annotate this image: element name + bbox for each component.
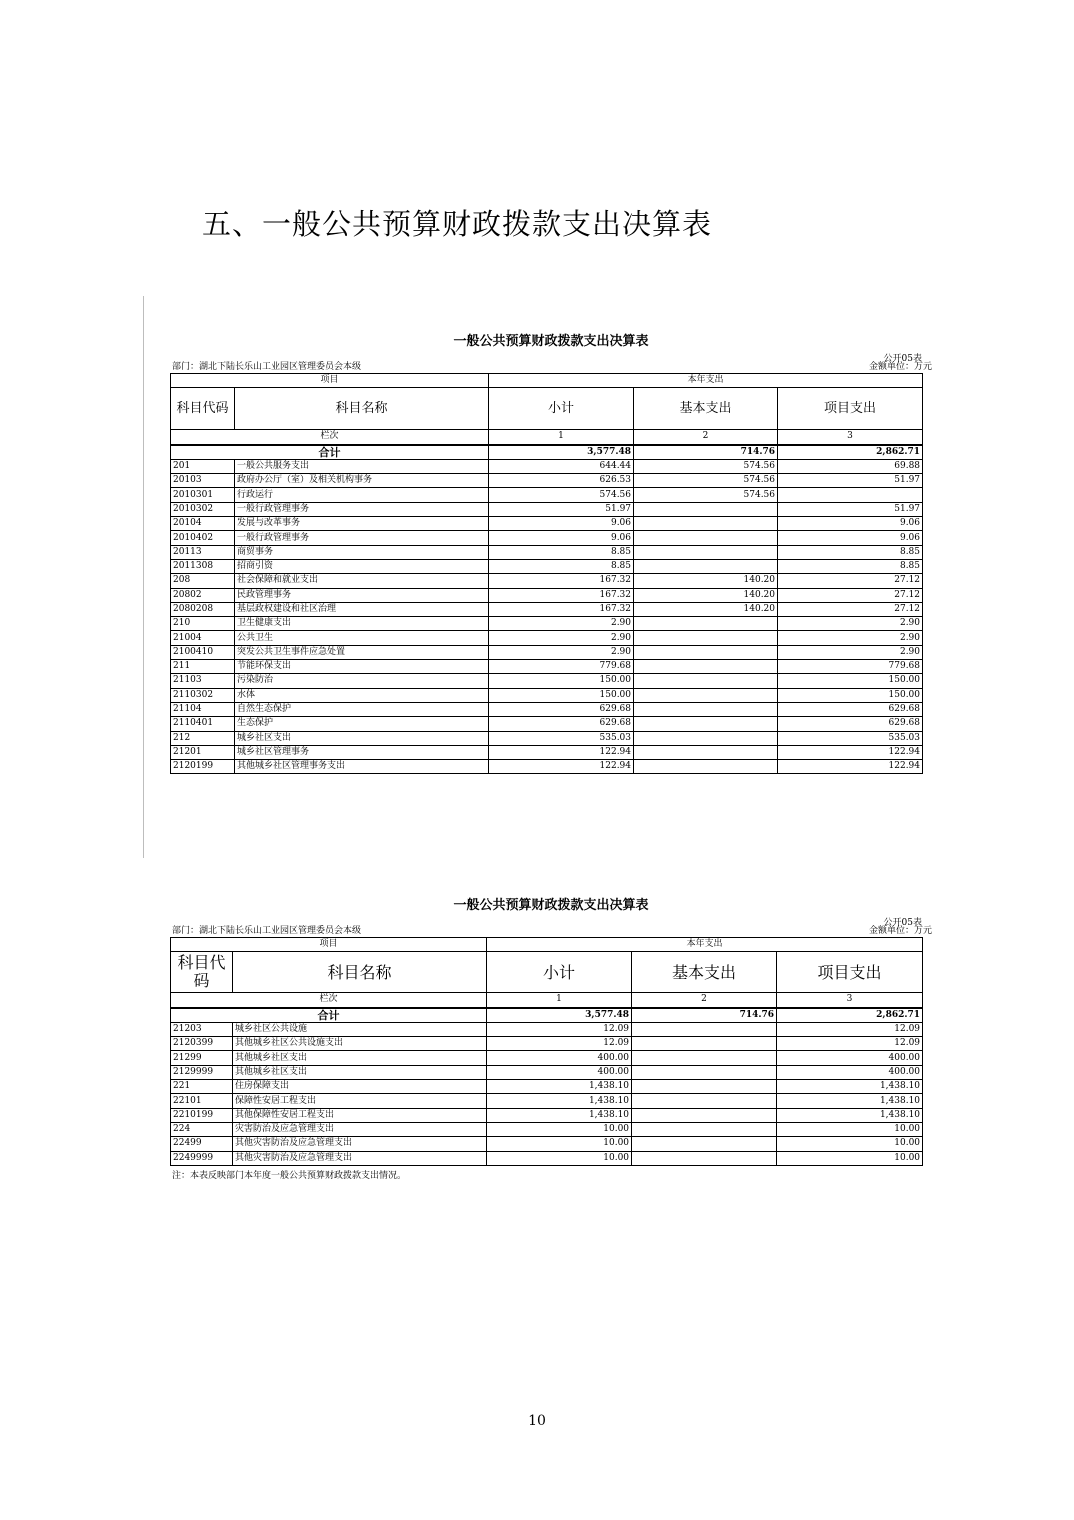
row-basic [634, 717, 778, 731]
header-current-year: 本年支出 [487, 938, 923, 952]
row-name: 城乡社区管理事务 [235, 745, 489, 759]
header-subtotal: 小计 [489, 388, 634, 430]
table-row [171, 717, 923, 731]
table-row [171, 631, 923, 645]
header-project-expenditure: 项目支出 [778, 388, 923, 430]
table-row [171, 1122, 923, 1136]
row-basic [634, 559, 778, 573]
row-subtotal: 2.90 [489, 645, 634, 659]
row-subtotal: 51.97 [489, 502, 634, 516]
row-project: 122.94 [778, 760, 923, 774]
row-subtotal: 167.32 [489, 574, 634, 588]
table-row [171, 488, 923, 502]
row-project [778, 488, 923, 502]
row-name: 其他城乡社区支出 [233, 1051, 487, 1065]
header-current-year: 本年支出 [489, 374, 923, 388]
row-name: 自然生态保护 [235, 702, 489, 716]
row-project: 10.00 [777, 1137, 923, 1151]
row-subtotal: 8.85 [489, 545, 634, 559]
row-subtotal: 10.00 [487, 1137, 632, 1151]
page-heading: 五、一般公共预算财政拨款支出决算表 [202, 207, 713, 241]
row-basic [634, 645, 778, 659]
row-basic [632, 1022, 777, 1036]
unit-label: 金额单位：万元 [868, 362, 932, 372]
row-basic [632, 1122, 777, 1136]
row-basic [632, 1151, 777, 1165]
row-basic [634, 760, 778, 774]
col-index-2: 2 [632, 993, 777, 1008]
table-row [171, 645, 923, 659]
row-subtotal: 9.06 [489, 531, 634, 545]
row-code: 224 [171, 1122, 233, 1136]
row-code: 2080208 [171, 602, 235, 616]
row-subtotal: 10.00 [487, 1122, 632, 1136]
col-index-1: 1 [487, 993, 632, 1008]
form-code: 公开05表 [883, 918, 922, 928]
table-row [171, 1065, 923, 1079]
margin-line [143, 296, 144, 858]
row-code: 201 [171, 459, 235, 473]
row-basic [632, 1108, 777, 1122]
row-project: 2.90 [778, 645, 923, 659]
header-name: 科目名称 [233, 952, 487, 993]
row-basic [634, 617, 778, 631]
row-name: 保障性安居工程支出 [233, 1094, 487, 1108]
row-project: 69.88 [778, 459, 923, 473]
row-subtotal: 167.32 [489, 602, 634, 616]
table-row [171, 474, 923, 488]
row-name: 节能环保支出 [235, 660, 489, 674]
table-row [171, 1108, 923, 1122]
row-code: 2110401 [171, 717, 235, 731]
header-code: 科目代码 [171, 952, 233, 993]
row-project: 27.12 [778, 588, 923, 602]
total-project: 2,862.71 [777, 1008, 923, 1023]
table-row [171, 745, 923, 759]
row-name: 招商引资 [235, 559, 489, 573]
row-name: 其他灾害防治及应急管理支出 [233, 1151, 487, 1165]
row-code: 2010302 [171, 502, 235, 516]
row-code: 21299 [171, 1051, 233, 1065]
expenditure-table-block-2 [170, 894, 932, 1181]
row-code: 22499 [171, 1137, 233, 1151]
row-project: 629.68 [778, 717, 923, 731]
row-subtotal: 12.09 [487, 1022, 632, 1036]
page-number: 10 [528, 1413, 546, 1429]
row-basic: 140.20 [634, 602, 778, 616]
form-code: 公开05表 [883, 354, 922, 364]
row-code: 221 [171, 1080, 233, 1094]
row-project: 2.90 [778, 631, 923, 645]
total-label: 合计 [171, 1008, 487, 1023]
table-row [171, 574, 923, 588]
row-code: 2011308 [171, 559, 235, 573]
row-basic [634, 688, 778, 702]
row-subtotal: 629.68 [489, 702, 634, 716]
table-row [171, 660, 923, 674]
row-subtotal: 2.90 [489, 631, 634, 645]
row-code: 2120399 [171, 1037, 233, 1051]
row-subtotal: 626.53 [489, 474, 634, 488]
row-subtotal: 8.85 [489, 559, 634, 573]
row-code: 20802 [171, 588, 235, 602]
row-basic [634, 745, 778, 759]
row-code: 2110302 [171, 688, 235, 702]
table-row [171, 1151, 923, 1165]
table-row [171, 545, 923, 559]
table-row [171, 1037, 923, 1051]
row-basic [634, 674, 778, 688]
row-name: 社会保障和就业支出 [235, 574, 489, 588]
row-basic: 574.56 [634, 488, 778, 502]
row-project: 51.97 [778, 474, 923, 488]
row-project: 400.00 [777, 1051, 923, 1065]
col-index-2: 2 [634, 430, 778, 445]
row-code: 2249999 [171, 1151, 233, 1165]
row-name: 发展与改革事务 [235, 517, 489, 531]
header-basic: 基本支出 [634, 388, 778, 430]
row-basic [634, 517, 778, 531]
row-name: 突发公共卫生事件应急处置 [235, 645, 489, 659]
row-code: 22101 [171, 1094, 233, 1108]
row-basic [634, 502, 778, 516]
col-index-1: 1 [489, 430, 634, 445]
unit-label: 金额单位：万元 [868, 926, 932, 936]
table-row [171, 1094, 923, 1108]
row-basic [634, 545, 778, 559]
table-row [171, 1137, 923, 1151]
row-code: 20103 [171, 474, 235, 488]
row-basic [634, 631, 778, 645]
row-project: 8.85 [778, 559, 923, 573]
row-subtotal: 400.00 [487, 1065, 632, 1079]
table-meta [170, 913, 932, 937]
row-code: 211 [171, 660, 235, 674]
row-basic [632, 1094, 777, 1108]
row-code: 21203 [171, 1022, 233, 1036]
row-project: 27.12 [778, 574, 923, 588]
table-meta [170, 349, 932, 373]
row-basic [632, 1065, 777, 1079]
table-title: 一般公共预算财政拨款支出决算表 [453, 898, 649, 913]
row-project: 9.06 [778, 517, 923, 531]
row-code: 212 [171, 731, 235, 745]
row-basic [632, 1080, 777, 1094]
row-subtotal: 1,438.10 [487, 1094, 632, 1108]
header-code: 科目代码 [171, 388, 235, 430]
expenditure-table [170, 937, 923, 1166]
row-code: 21103 [171, 674, 235, 688]
table-row [171, 1080, 923, 1094]
row-code: 2129999 [171, 1065, 233, 1079]
row-subtotal: 122.94 [489, 760, 634, 774]
row-code: 21201 [171, 745, 235, 759]
row-project: 1,438.10 [777, 1108, 923, 1122]
row-project: 12.09 [777, 1037, 923, 1051]
header-subtotal: 小计 [487, 952, 632, 993]
header-project-expenditure: 项目支出 [777, 952, 923, 993]
row-code: 2120199 [171, 760, 235, 774]
table-row [171, 602, 923, 616]
row-basic [632, 1037, 777, 1051]
table-row [171, 588, 923, 602]
header-lanci: 栏次 [171, 993, 487, 1008]
row-code: 2210199 [171, 1108, 233, 1122]
row-subtotal: 644.44 [489, 459, 634, 473]
row-name: 城乡社区支出 [235, 731, 489, 745]
row-basic [634, 731, 778, 745]
row-name: 一般行政管理事务 [235, 502, 489, 516]
row-name: 住房保障支出 [233, 1080, 487, 1094]
department-label: 部门：湖北下陆长乐山工业园区管理委员会本级 [172, 362, 362, 372]
total-project: 2,862.71 [778, 445, 923, 460]
row-name: 其他保障性安居工程支出 [233, 1108, 487, 1122]
row-subtotal: 167.32 [489, 588, 634, 602]
table-row [171, 502, 923, 516]
row-name: 其他城乡社区管理事务支出 [235, 760, 489, 774]
table-row [171, 731, 923, 745]
row-project: 535.03 [778, 731, 923, 745]
row-project: 400.00 [777, 1065, 923, 1079]
table-row [171, 1022, 923, 1036]
row-subtotal: 1,438.10 [487, 1108, 632, 1122]
col-index-3: 3 [778, 430, 923, 445]
row-subtotal: 535.03 [489, 731, 634, 745]
row-name: 其他城乡社区公共设施支出 [233, 1037, 487, 1051]
row-basic: 574.56 [634, 459, 778, 473]
row-code: 2100410 [171, 645, 235, 659]
row-subtotal: 574.56 [489, 488, 634, 502]
row-project: 150.00 [778, 688, 923, 702]
department-label: 部门：湖北下陆长乐山工业园区管理委员会本级 [172, 926, 362, 936]
header-lanci: 栏次 [171, 430, 489, 445]
row-code: 21104 [171, 702, 235, 716]
row-name: 政府办公厅（室）及相关机构事务 [235, 474, 489, 488]
row-name: 水体 [235, 688, 489, 702]
row-name: 城乡社区公共设施 [233, 1022, 487, 1036]
row-name: 生态保护 [235, 717, 489, 731]
row-name: 一般行政管理事务 [235, 531, 489, 545]
table-row [171, 617, 923, 631]
row-name: 灾害防治及应急管理支出 [233, 1122, 487, 1136]
row-name: 民政管理事务 [235, 588, 489, 602]
row-basic: 574.56 [634, 474, 778, 488]
table-row [171, 760, 923, 774]
row-subtotal: 400.00 [487, 1051, 632, 1065]
total-basic: 714.76 [632, 1008, 777, 1023]
row-name: 基层政权建设和社区治理 [235, 602, 489, 616]
header-basic: 基本支出 [632, 952, 777, 993]
header-project: 项目 [171, 374, 489, 388]
row-basic: 140.20 [634, 588, 778, 602]
row-project: 629.68 [778, 702, 923, 716]
table-row [171, 559, 923, 573]
total-label: 合计 [171, 445, 489, 460]
table-row [171, 459, 923, 473]
row-code: 21004 [171, 631, 235, 645]
row-name: 行政运行 [235, 488, 489, 502]
row-basic: 140.20 [634, 574, 778, 588]
row-basic [634, 660, 778, 674]
row-name: 一般公共服务支出 [235, 459, 489, 473]
row-name: 商贸事务 [235, 545, 489, 559]
table-row [171, 531, 923, 545]
row-code: 210 [171, 617, 235, 631]
row-subtotal: 1,438.10 [487, 1080, 632, 1094]
header-name: 科目名称 [235, 388, 489, 430]
table-row [171, 517, 923, 531]
row-code: 2010402 [171, 531, 235, 545]
header-project: 项目 [171, 938, 487, 952]
row-subtotal: 779.68 [489, 660, 634, 674]
row-project: 9.06 [778, 531, 923, 545]
row-name: 其他城乡社区支出 [233, 1065, 487, 1079]
row-project: 27.12 [778, 602, 923, 616]
row-name: 污染防治 [235, 674, 489, 688]
total-basic: 714.76 [634, 445, 778, 460]
row-name: 公共卫生 [235, 631, 489, 645]
row-project: 122.94 [778, 745, 923, 759]
row-basic [632, 1137, 777, 1151]
row-subtotal: 629.68 [489, 717, 634, 731]
total-subtotal: 3,577.48 [487, 1008, 632, 1023]
row-project: 12.09 [777, 1022, 923, 1036]
table-row [171, 688, 923, 702]
row-name: 其他灾害防治及应急管理支出 [233, 1137, 487, 1151]
row-basic [632, 1051, 777, 1065]
row-project: 2.90 [778, 617, 923, 631]
row-subtotal: 9.06 [489, 517, 634, 531]
table-note: 注：本表反映部门本年度一般公共预算财政拨款支出情况。 [172, 1170, 407, 1181]
row-subtotal: 10.00 [487, 1151, 632, 1165]
table-row [171, 674, 923, 688]
row-project: 1,438.10 [777, 1080, 923, 1094]
table-row [171, 702, 923, 716]
row-project: 150.00 [778, 674, 923, 688]
row-basic [634, 531, 778, 545]
col-index-3: 3 [777, 993, 923, 1008]
row-basic [634, 702, 778, 716]
row-subtotal: 150.00 [489, 688, 634, 702]
table-row [171, 1051, 923, 1065]
row-project: 51.97 [778, 502, 923, 516]
row-project: 779.68 [778, 660, 923, 674]
row-name: 卫生健康支出 [235, 617, 489, 631]
total-subtotal: 3,577.48 [489, 445, 634, 460]
row-project: 8.85 [778, 545, 923, 559]
row-code: 20113 [171, 545, 235, 559]
expenditure-table [170, 373, 923, 774]
row-subtotal: 12.09 [487, 1037, 632, 1051]
row-code: 208 [171, 574, 235, 588]
row-code: 2010301 [171, 488, 235, 502]
expenditure-table-block-1 [170, 330, 932, 774]
row-subtotal: 122.94 [489, 745, 634, 759]
row-project: 10.00 [777, 1122, 923, 1136]
row-code: 20104 [171, 517, 235, 531]
row-subtotal: 2.90 [489, 617, 634, 631]
table-title: 一般公共预算财政拨款支出决算表 [453, 334, 649, 349]
row-project: 10.00 [777, 1151, 923, 1165]
row-subtotal: 150.00 [489, 674, 634, 688]
row-project: 1,438.10 [777, 1094, 923, 1108]
